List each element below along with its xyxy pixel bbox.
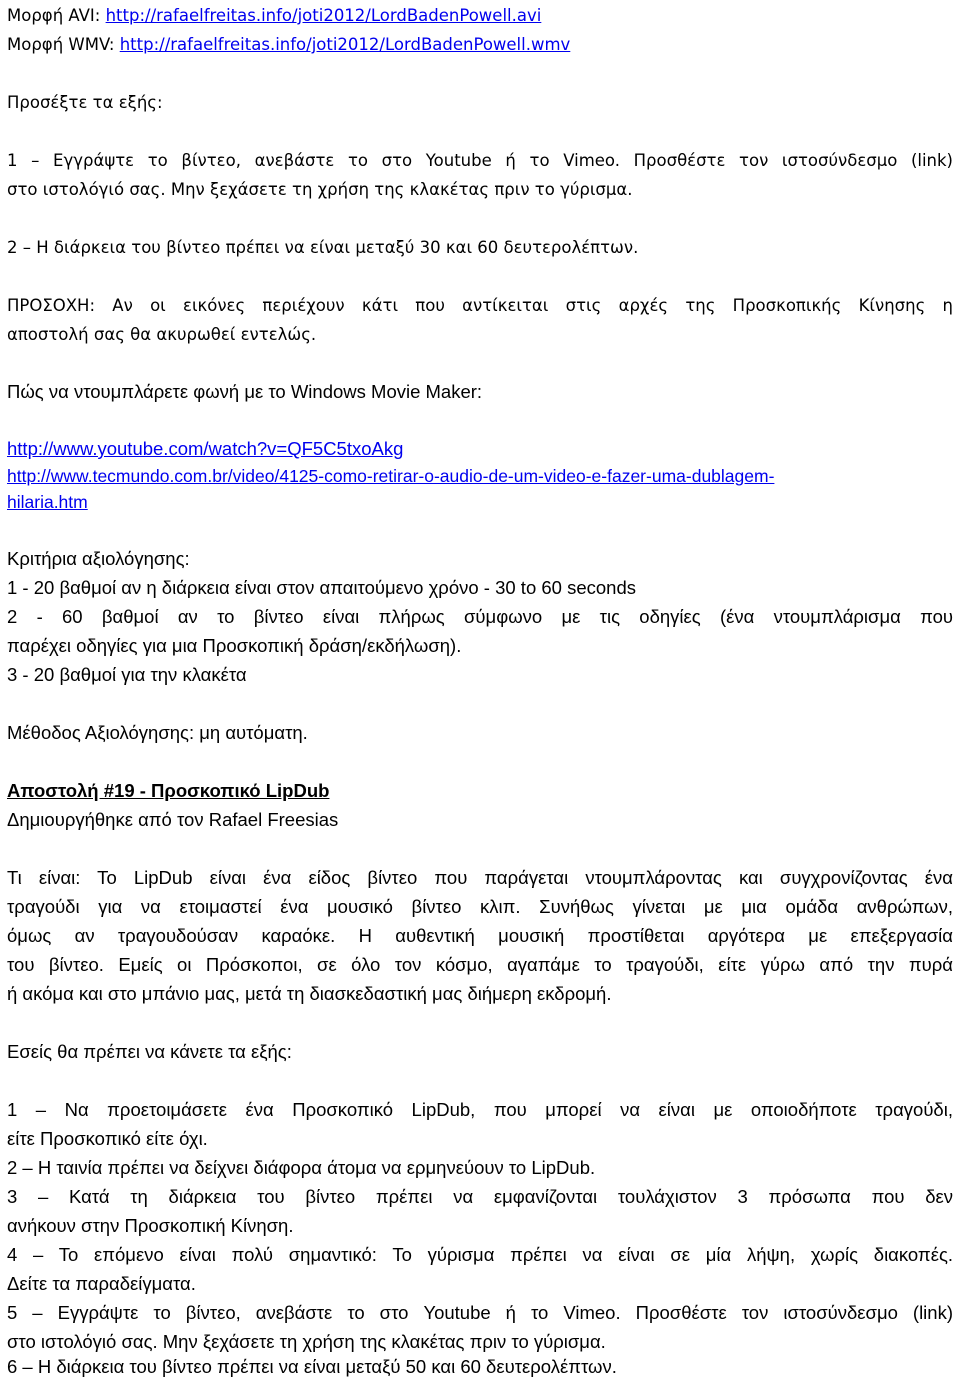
avi-format-label: Μορφή AVI: [7,6,106,25]
step-3-line1: 3 – Κατά τη διάρκεια του βίντεο πρέπει να εμφανίζονται τουλάχιστον 3 πρόσωπα που δεν [7,1186,953,1207]
mission-desc-line: τραγούδι για να ετοιμαστεί ένα μουσικό βίντεο κλιπ. Συνήθως γίνεται με μια ομάδα ανθρώπων, [7,896,953,917]
avi-download-link[interactable]: http://rafaelfreitas.info/joti2012/LordBadenPowell.avi [105,6,542,25]
criteria-heading: Κριτήρια αξιολόγησης: [7,548,190,569]
step-3-line2: ανήκουν στην Προσκοπική Κίνηση. [7,1215,294,1236]
attention-heading: Προσέξτε τα εξής: [7,93,163,112]
warning-line2: αποστολή σας θα ακυρωθεί εντελώς. [7,325,317,344]
step-2: 2 – Η ταινία πρέπει να δείχνει διάφορα άτομα να ερμηνεύουν το LipDub. [7,1157,596,1178]
evaluation-method: Μέθοδος Αξιολόγησης: μη αυτόματη. [7,722,308,743]
item1-line1: 1 – Εγγράψτε το βίντεο, ανεβάστε το στο Youtube ή το Vimeo. Προσθέστε τον ιστοσύνδεσμο (link) [7,151,953,170]
mission-author: Δημιουργήθηκε από τον Rafael Freesias [7,809,339,830]
dub-howto-heading: Πώς να ντουμπλάρετε φωνή με το Windows Movie Maker: [7,381,483,402]
criteria-item-2-line1: 2 - 60 βαθμοί αν το βίντεο είναι πλήρως σύμφωνο με τις οδηγίες (ένα ντουμπλάρισμα που [7,606,953,627]
item2-duration: 2 – Η διάρκεια του βίντεο πρέπει να είναι μεταξύ 30 και 60 δευτερολέπτων. [7,238,639,257]
step-4-line1: 4 – Το επόμενο είναι πολύ σημαντικό: Το γύρισμα πρέπει να είναι σε μία λήψη, χωρίς διακοπές. [7,1244,953,1265]
step-4-line2: Δείτε τα παραδείγματα. [7,1273,196,1294]
warning-line1: ΠΡΟΣΟΧΗ: Αν οι εικόνες περιέχουν κάτι που αντίκειται στις αρχές της Προσκοπικής Κίνησης η [7,296,953,315]
criteria-item-3: 3 - 20 βαθμοί για την κλακέτα [7,664,247,685]
step-5-line2: στο ιστολόγιό σας. Μην ξεχάσετε τη χρήση της κλακέτας πριν το γύρισμα. [7,1331,606,1352]
youtube-link[interactable]: http://www.youtube.com/watch?v=QF5C5txoAkg [7,438,404,459]
tecmundo-link-line2 [7,488,953,517]
criteria-item-2-line2: παρέχει οδηγίες για μια Προσκοπική δράση/εκδήλωση). [7,635,462,656]
wmv-format-line [7,30,953,59]
youtube-link-line [7,434,953,463]
todo-heading: Εσείς θα πρέπει να κάνετε τα εξής: [7,1041,292,1062]
criteria-item-1: 1 - 20 βαθμοί αν η διάρκεια είναι στον απαιτούμενο χρόνο - 30 to 60 seconds [7,577,636,598]
mission-desc-line: Τι είναι: Το LipDub είναι ένα είδος βίντεο που παράγεται ντουμπλάροντας και συγχρονίζοντας ένα [7,867,953,888]
wmv-download-link[interactable]: http://rafaelfreitas.info/joti2012/LordBadenPowell.wmv [119,35,571,54]
step-6: 6 – Η διάρκεια του βίντεο πρέπει να είναι μεταξύ 50 και 60 δευτερολέπτων. [7,1356,617,1377]
tecmundo-link-part2[interactable]: hilaria.htm [7,492,88,512]
mission-desc-line: ή ακόμα και στο μπάνιο μας, μετά τη διασκεδαστική μας διήμερη εκδρομή. [7,983,612,1004]
tecmundo-link-line1 [7,462,953,491]
step-1-line2: είτε Προσκοπικό είτε όχι. [7,1128,208,1149]
tecmundo-link-part1[interactable]: http://www.tecmundo.com.br/video/4125-como-retirar-o-audio-de-um-video-e-fazer-uma-dublagem- [7,466,775,486]
step-5-line1: 5 – Εγγράψτε το βίντεο, ανεβάστε το στο Youtube ή το Vimeo. Προσθέστε τον ιστοσύνδεσμο (link) [7,1302,953,1323]
mission-title: Αποστολή #19 - Προσκοπικό LipDub [7,780,330,801]
mission-desc-line: όμως αν τραγουδούσαν καραόκε. Η αυθεντική μουσική προστίθεται αργότερα με επεξεργασία [7,925,953,946]
wmv-format-label: Μορφή WMV: [7,35,120,54]
step-1-line1: 1 – Να προετοιμάσετε ένα Προσκοπικό LipDub, που μπορεί να είναι με οποιοδήποτε τραγούδι, [7,1099,953,1120]
mission-desc-line: του βίντεο. Εμείς οι Πρόσκοποι, σε όλο τον κόσμο, αγαπάμε το τραγούδι, είτε γύρω από την πυρά [7,954,953,975]
avi-format-line [7,1,953,30]
item1-line2: στο ιστολόγιό σας. Μην ξεχάσετε τη χρήση της κλακέτας πριν το γύρισμα. [7,180,633,199]
